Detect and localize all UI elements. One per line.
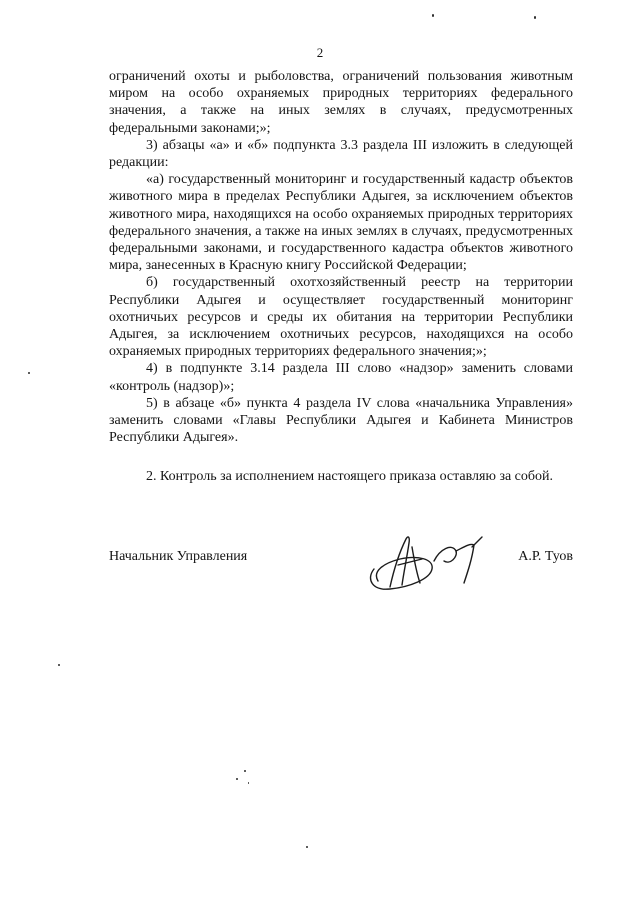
scan-speck bbox=[236, 778, 238, 780]
scan-speck bbox=[432, 14, 434, 17]
paragraph-item-5: 5) в абзаце «б» пункта 4 раздела IV слова «начальника Управления» заменить словами «Главы Республики Адыгея и Кабинета Министров Республики Адыгея». bbox=[109, 395, 573, 446]
paragraph-control: 2. Контроль за исполнением настоящего приказа оставляю за собой. bbox=[146, 469, 554, 485]
page-number: 2 bbox=[316, 45, 324, 60]
signature-block bbox=[109, 549, 573, 569]
paragraph-subitem-a: «а) государственный мониторинг и государственный кадастр объектов животного мира в пределах Республики Адыгея, за исключением объектов животного мира, находящихся на особо охраняемых природных территориях федерального значения, а также на иных землях в случаях, предусмотренных федеральными законами, и государственного кадастра объектов животного мира, занесенных в Красную книгу Российской Федерации; bbox=[109, 172, 573, 274]
signatory-position: Начальник Управления bbox=[109, 549, 248, 564]
scan-speck bbox=[248, 782, 249, 784]
paragraph-continuation: ограничений охоты и рыболовства, ограничений пользования животным миром на особо охраняемых природных территориях федерального значения, а также на иных землях в случаях, предусмотренных федеральными законами;»; bbox=[109, 69, 573, 136]
scan-speck bbox=[306, 846, 308, 848]
scan-speck bbox=[244, 770, 246, 772]
scan-speck bbox=[58, 664, 60, 666]
paragraph-item-3: 3) абзацы «а» и «б» подпункта 3.3 раздела III изложить в следующей редакции: bbox=[109, 137, 573, 171]
paragraph-subitem-b: б) государственный охотхозяйственный реестр на территории Республики Адыгея и осуществляет государственный мониторинг охотничьих ресурсов и среды их обитания на территории Республики Адыгея, за исключением охотничьих ресурсов, находящихся на особо охраняемых природных территориях федерального значения;»; bbox=[109, 275, 573, 360]
signatory-name: А.Р. Туов bbox=[518, 549, 573, 564]
document-body bbox=[109, 68, 573, 486]
handwritten-signature bbox=[360, 525, 500, 595]
scan-speck bbox=[534, 16, 536, 19]
scan-speck bbox=[28, 372, 30, 374]
paragraph-item-4: 4) в подпункте 3.14 раздела III слово «надзор» заменить словами «контроль (надзор)»; bbox=[109, 361, 573, 394]
